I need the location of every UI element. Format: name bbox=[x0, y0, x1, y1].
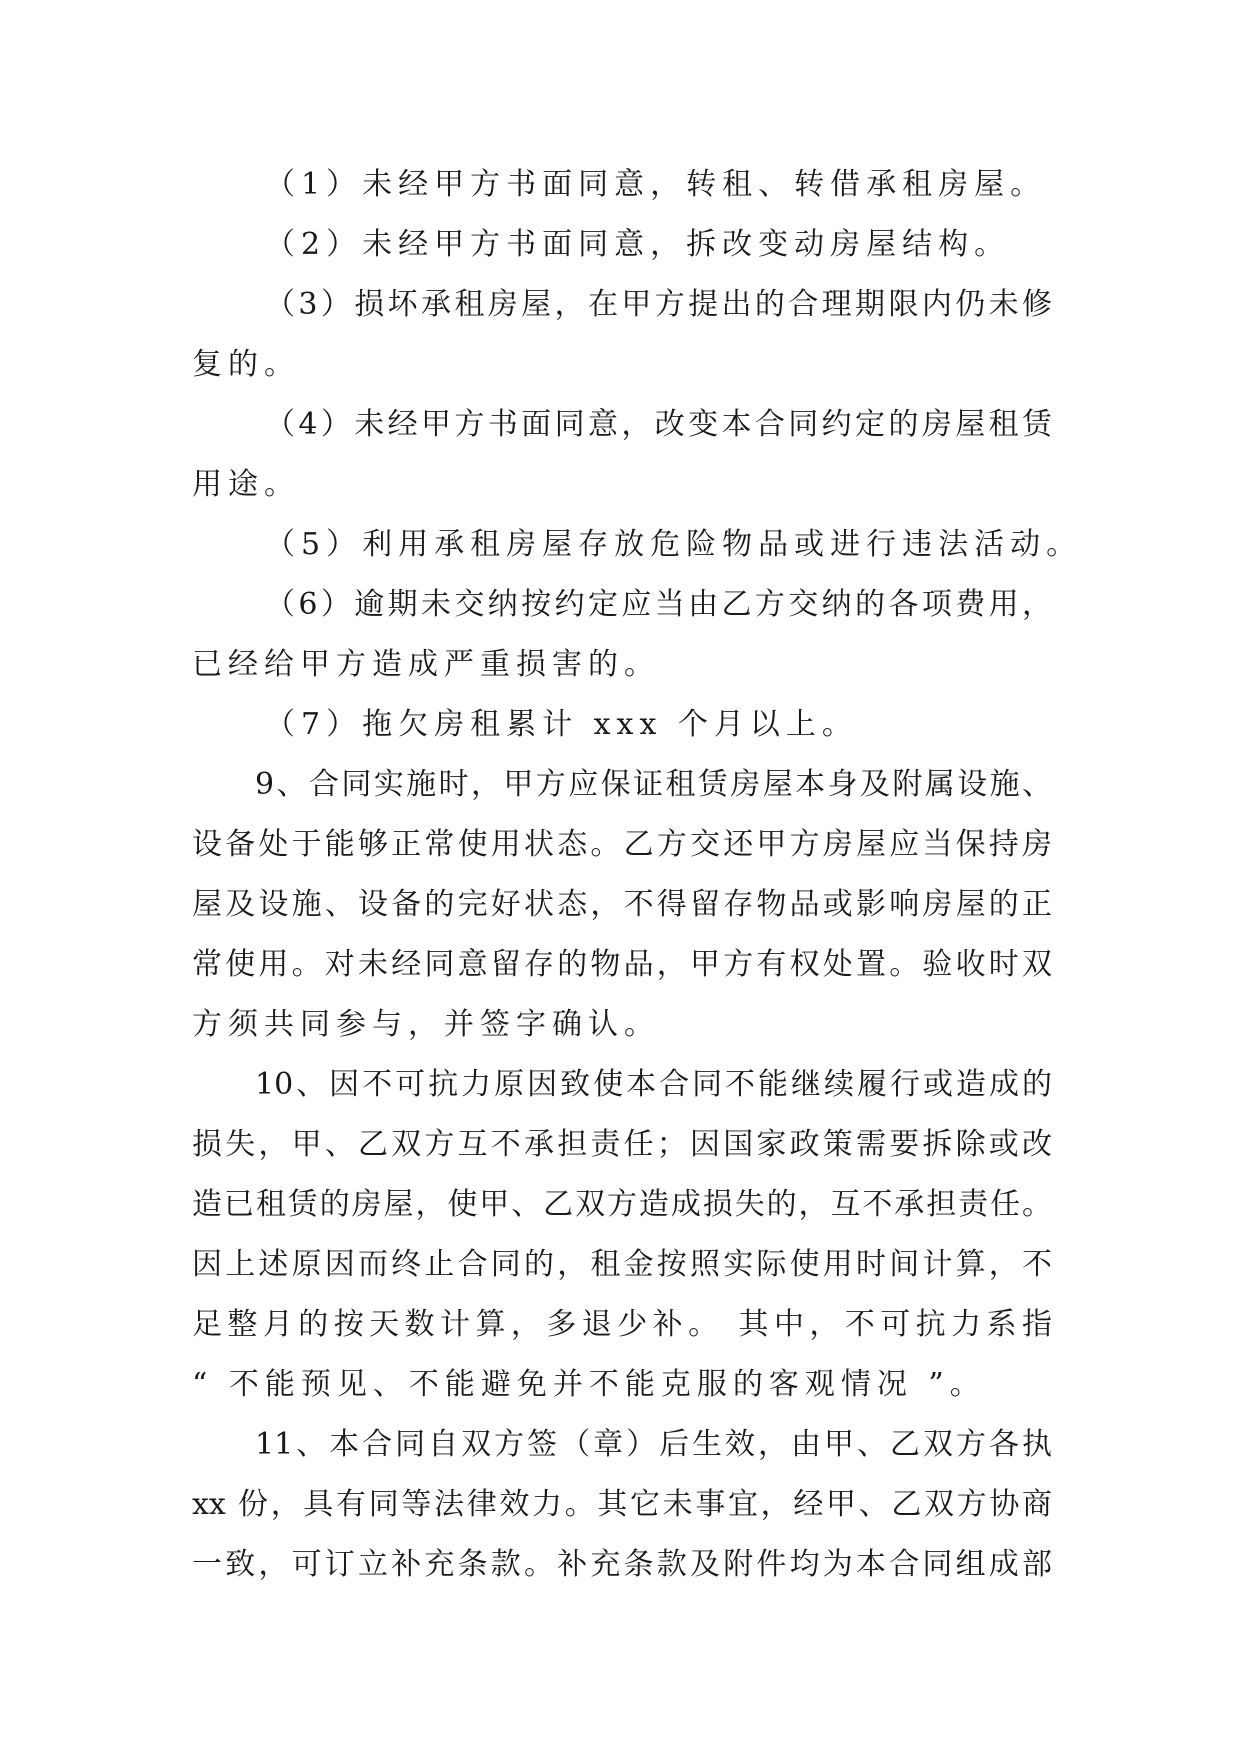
clause-8-item-1: （1）未经甲方书面同意，转租、转借承租房屋。 bbox=[265, 167, 1047, 202]
clause-10-line-5: 足整月的按天数计算，多退少补。 其中，不可抗力系指 bbox=[192, 1307, 1052, 1342]
clause-8-item-4-line-1: （4）未经甲方书面同意，改变本合同约定的房屋租赁 bbox=[265, 407, 1052, 442]
clause-8-item-3-line-2: 复的。 bbox=[192, 347, 300, 382]
clause-8-item-4-line-2: 用途。 bbox=[192, 467, 300, 502]
clause-10-line-4: 因上述原因而终止合同的，租金按照实际使用时间计算，不 bbox=[192, 1247, 1052, 1282]
clause-8-item-7: （7）拖欠房租累计 xxx 个月以上。 bbox=[265, 707, 858, 742]
clause-8-item-5: （5）利用承租房屋存放危险物品或进行违法活动。 bbox=[265, 527, 1083, 562]
clause-9-line-2: 设备处于能够正常使用状态。乙方交还甲方房屋应当保持房 bbox=[192, 827, 1052, 862]
clause-10-line-2: 损失，甲、乙双方互不承担责任；因国家政策需要拆除或改 bbox=[192, 1127, 1052, 1162]
clause-11-line-1: 11、本合同自双方签（章）后生效，由甲、乙双方各执 bbox=[255, 1427, 1052, 1462]
clause-10-line-6: “ 不能预见、不能避免并不能克服的客观情况 ”。 bbox=[192, 1367, 986, 1402]
clause-8-item-6-line-1: （6）逾期未交纳按约定应当由乙方交纳的各项费用， bbox=[265, 587, 1052, 622]
clause-9-line-3: 屋及设施、设备的完好状态，不得留存物品或影响房屋的正 bbox=[192, 887, 1052, 922]
clause-9-line-4: 常使用。对未经同意留存的物品，甲方有权处置。验收时双 bbox=[192, 947, 1052, 982]
clause-8-item-3-line-1: （3）损坏承租房屋，在甲方提出的合理期限内仍未修 bbox=[265, 287, 1052, 322]
clause-8-item-2: （2）未经甲方书面同意，拆改变动房屋结构。 bbox=[265, 227, 1011, 262]
clause-9-line-5: 方须共同参与，并签字确认。 bbox=[192, 1007, 660, 1042]
clause-9-line-1: 9、合同实施时，甲方应保证租赁房屋本身及附属设施、 bbox=[255, 767, 1052, 802]
clause-11-line-2: xx 份，具有同等法律效力。其它未事宜，经甲、乙双方协商 bbox=[192, 1487, 1052, 1522]
clause-8-item-6-line-2: 已经给甲方造成严重损害的。 bbox=[192, 647, 660, 682]
clause-10-line-3: 造已租赁的房屋，使甲、乙双方造成损失的，互不承担责任。 bbox=[192, 1187, 1052, 1222]
clause-11-line-3: 一致，可订立补充条款。补充条款及附件均为本合同组成部 bbox=[192, 1547, 1052, 1582]
clause-10-line-1: 10、因不可抗力原因致使本合同不能继续履行或造成的 bbox=[255, 1067, 1052, 1102]
